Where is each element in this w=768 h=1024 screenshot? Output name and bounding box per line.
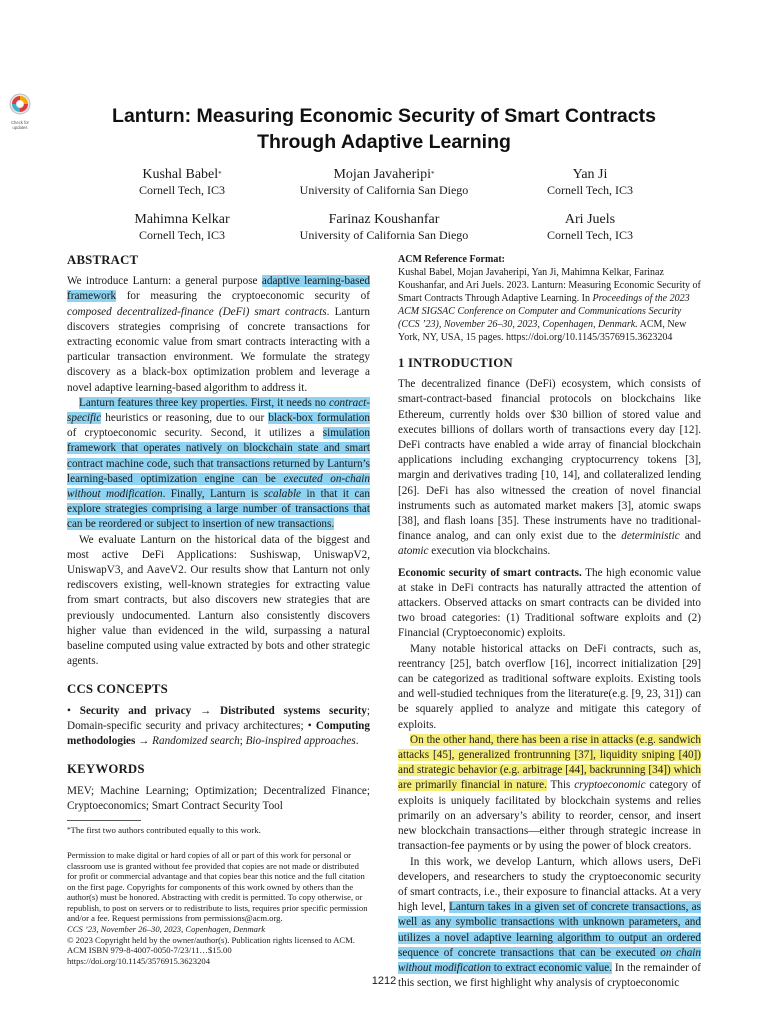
author-name: Mojan Javaheripi: [333, 167, 432, 182]
highlight: simulation framework: [67, 427, 370, 455]
author-block: [480, 211, 700, 243]
author-block: [274, 211, 494, 243]
author-name: Mahimna Kelkar: [134, 212, 230, 227]
doi-link[interactable]: https://doi.org/10.1145/3576915.3623204: [67, 955, 210, 966]
author-block: [72, 211, 292, 243]
ccs-concepts: • Security and privacy → Distributed systems security; Domain-specific security and privacy architectures; • Computing methodologies → Randomized search; Bio-inspired approaches.: [67, 704, 371, 748]
footnote: *The first two authors contributed equally to this work.: [67, 824, 261, 835]
right-column: [398, 253, 701, 991]
intro-paragraph-1: The decentralized finance (DeFi) ecosystem, which consists of smart-contract-based financial protocols on blockchains like Ethereum, currently holds over $30 billion of stored value and executes billions of dollars worth of transactions every day [12]. DeFi contracts have enabled a wide array of financial blockchain applications including exchanging cryptocurrency tokens [3], margin and derivatives trading [10, 14], and collateralized lending [26]. DeFi has also witnessed the creation of novel financial instruments such as automated market makers [3], atomic swaps [38], and flash loans [35]. These instruments have no traditional-finance analog, and can only exist due to the deterministic and atomic execution via blockchains.: [398, 378, 701, 558]
highlight: Lanturn features three key properties. First, it needs no: [79, 396, 329, 409]
conference-line: CCS ’23, November 26–30, 2023, Copenhagen, Denmark: [67, 924, 266, 935]
highlight: Lanturn takes in a given set of concrete transactions, as well as any symbolic transactions with unknown parameters, and utilizes a novel adaptive learning algorithm to output an ordered sequence of concrete transactions that can be executed: [398, 901, 701, 959]
isbn-line: ACM ISBN 979-8-4007-0050-7/23/11…$15.00: [67, 945, 232, 956]
author-mark: *: [218, 170, 222, 178]
intro-paragraph-2: Economic security of smart contracts. The high economic value at stake in DeFi contracts has naturally attracted the attention of attackers. Observed attacks on smart contracts can be divided into two broad categories: (1) Traditional software exploits and (2) Financial (Cryptoeconomic) exploits.: [398, 566, 701, 640]
left-column: [67, 253, 370, 966]
author-name: Farinaz Koushanfar: [328, 212, 440, 227]
title-line-1: Lanturn: Measuring Economic Security of Smart Contracts: [112, 105, 656, 127]
intro-paragraph-4: On the other hand, there has been a rise in attacks (e.g. sandwich attacks [45], generalized frontrunning [37], liquidity sniping [40]) and strategic behavior (e.g. arbitrage [44], backrunning [34]) which are primarily financial in nature. This cryptoeconomic category of exploits is uniquely facilitated by blockchain systems and relies primarily on an adversary’s ability to reorder, censor, and insert new blockchain transactions—either through strategic increase in transaction-fee payments or by using the power of block creators.: [398, 733, 702, 853]
abstract-paragraph-2: Lanturn features three key properties. First, it needs no contract-specific heuristics or reasoning, due to our black-box formulation of cryptoeconomic security. Second, it utilizes a simulation framework that operates natively on blockchain state and smart contract machine code, such that transactions returned by Lanturn’s learning-based optimization engine can be executed on-chain without modification. Finally, Lanturn is scalable in that it can explore strategies comprising a large number of transactions that can be reordered or subject to insertion of new transactions.: [67, 396, 370, 531]
author-mark: *: [431, 170, 435, 178]
author-affiliation: University of California San Diego: [299, 183, 469, 197]
abstract-heading: ABSTRACT: [67, 253, 139, 267]
author-affiliation: Cornell Tech, IC3: [139, 228, 225, 242]
permission-notice: Permission to make digital or hard copies of all or part of this work for personal or classroom use is granted without fee provided that copies are not made or distributed for profit or commercial advantage and that copies bear this notice and the full citation on the first page. Copyrights for components of this work owned by others than the author(s) must be honored. Abstracting with credit is permitted. To copy otherwise, or republish, to post on servers or to redistribute to lists, requires prior specific permission and/or a fee. Request permissions from permissions@acm.org.: [67, 849, 368, 924]
highlight: black-box formulation: [268, 412, 370, 425]
footnote-rule: [67, 820, 141, 821]
keywords-text: MEV; Machine Learning; Optimization; Decentralized Finance; Cryptoeconomics; Smart Contract Security Tool: [67, 784, 370, 812]
check-for-updates-badge[interactable]: [6, 93, 34, 130]
introduction-heading: 1 INTRODUCTION: [398, 356, 513, 370]
highlight: On the other hand, there has been a rise in attacks (e.g. sandwich attacks [45], generalized frontrunning [37], liquidity sniping [40]) and strategic behavior (e.g. arbitrage [44], backrunning [34]) which are primarily financial in nature.: [398, 733, 701, 792]
title-line-2: Through Adaptive Learning: [257, 131, 511, 153]
author-name: Ari Juels: [564, 212, 616, 227]
author-affiliation: Cornell Tech, IC3: [139, 183, 225, 197]
copyright-line: © 2023 Copyright held by the owner/author(s). Publication rights licensed to ACM.: [67, 934, 355, 945]
intro-paragraph-5: In this work, we develop Lanturn, which allows users, DeFi developers, and researchers to study the cryptoeconomic security of smart contracts, i.e., their exposure to financial attacks. At a very high level, Lanturn takes in a given set of concrete transactions, as well as any symbolic transactions with unknown parameters, and utilizes a novel adaptive learning algorithm to output an ordered sequence of concrete transactions that can be executed on chain without modification to extract economic value. In the remainder of this section, we first highlight why analysis of cryptoeconomic: [398, 855, 702, 990]
keywords-heading: KEYWORDS: [67, 762, 145, 777]
abstract-paragraph-1: We introduce Lanturn: a general purpose adaptive learning-based framework for measuring the cryptoeconomic security of composed decentralized-finance (DeFi) smart contracts. Lanturn discovers strategies comprising of concrete transactions for extracting economic value from smart contracts interacting with a particular transaction environment. We formulate the strategy discovery as a black-box optimization problem and leverage a novel adaptive learning-based algorithm to address it.: [67, 275, 371, 394]
abstract-paragraph-3: We evaluate Lanturn on the historical data of the biggest and most active DeFi Applications: Sushiswap, UniswapV2, UniswapV3, and AaveV2. Our results show that Lanturn not only rediscovers existing, well-known strategies for extracting value from smart contracts, but also discovers new strategies that are previously undocumented. Lanturn also consistently discovers higher value than evidenced in the wild, surpassing a natural baseline computed using value extracted by bots and other strategic agents.: [67, 533, 370, 668]
author-name: Yan Ji: [572, 167, 608, 182]
highlight: adaptive learning-based framework: [67, 275, 371, 303]
page-number: 1212: [371, 975, 397, 987]
badge-line2: updates: [12, 125, 28, 130]
highlight: that operates natively on blockchain state and smart contract machine code, such that: [67, 442, 370, 470]
author-block: [480, 166, 700, 198]
crossmark-icon: [9, 93, 31, 115]
intro-paragraph-3: Many notable historical attacks on DeFi contracts, such as, reentrancy [25], batch overflow [16], incorrect initialization [29] can be categorized as traditional software exploits. Existing tools and well-studied techniques from the literature(e.g. [9, 23, 31]) can be squarely applied to analyze and mitigate this category of exploits.: [398, 642, 701, 731]
author-block: [274, 166, 494, 198]
acm-reference-heading: ACM Reference Format:: [398, 254, 505, 265]
paper-title: [60, 103, 708, 155]
author-name: Kushal Babel: [142, 167, 219, 182]
ccs-heading: CCS CONCEPTS: [67, 682, 168, 697]
acm-reference: Kushal Babel, Mojan Javaheripi, Yan Ji, Mahimna Kelkar, Farinaz Koushanfar, and Ari Juels. 2023. Lanturn: Measuring Economic Security of Smart Contracts Through Adaptive Learning. In Proceedings of the 2023 ACM SIGSAC Conference on Computer and Communications Security (CCS ’23), November 26–30, 2023, Copenhagen, Denmark. ACM, New York, NY, USA, 15 pages. https://doi.org/10.1145/3576915.3623204: [398, 267, 701, 343]
author-affiliation: Cornell Tech, IC3: [547, 183, 633, 197]
badge-line1: Check for: [11, 120, 29, 125]
author-block: [72, 166, 292, 198]
author-affiliation: Cornell Tech, IC3: [547, 228, 633, 242]
author-affiliation: University of California San Diego: [299, 228, 469, 242]
highlight: transactions returned by Lanturn’s learning-based optimization engine can be: [67, 457, 370, 485]
